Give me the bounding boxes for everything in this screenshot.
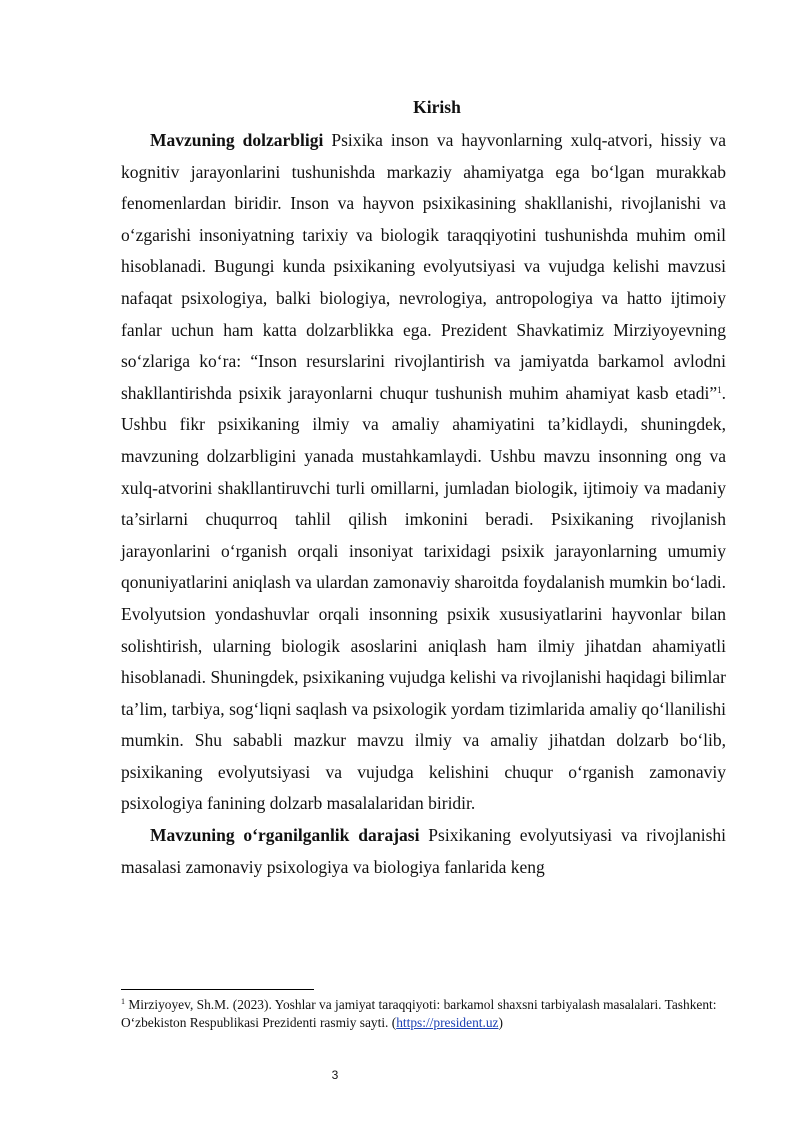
page-number: 3 <box>331 1068 339 1082</box>
footnote-link[interactable]: https://president.uz <box>396 1015 499 1030</box>
paragraph-text: . Ushbu fikr psixikaning ilmiy va amaliy ahamiyatini ta’kidlaydi, shuningdek, mavzuning dolzarbligini yanada mustahkamlaydi. Ushbu mavzu insonning ong va xulq-atvorini shakllantiruvchi turli omillarni, jumladan biologik, ijtimoiy va madaniy ta’sirlarni chuqurroq tahlil qilish imkonini beradi. Psixikaning rivojlanish jarayonlarini o‘rganish orqali insoniyat tarixidagi psixik jarayonlarning umumiy qonuniyatlarini aniqlash va ulardan zamonaviy sharoitda foydalanish mumkin bo‘ladi. Evolyutsion yondashuvlar orqali insonning psixik xususiyatlarini hayvonlar bilan solishtirish, ularning biologik asoslarini aniqlash ham ilmiy jihatdan ahamiyatli hisoblanadi. Shuningdek, psixikaning vujudga kelishi va rivojlanishi haqidagi bilimlar ta’lim, tarbiya, sog‘liqni saqlash va psixologik yordam tizimlarida amaliy qo‘llanilishi mumkin. Shu sababli mazkur mavzu ilmiy va amaliy jihatdan dolzarb bo‘lib, psixikaning evolyutsiyasi va vujudga kelishini chuqur o‘rganish zamonaviy psixologiya fanining dolzarb masalalaridan biridir. <box>121 382 726 814</box>
footnote-reference[interactable]: 1 <box>717 384 722 395</box>
footnote-mark: 1 <box>121 997 125 1006</box>
section-heading: Kirish <box>413 97 461 117</box>
footnote <box>121 996 726 1032</box>
paragraph-text: Psixikaning evolyutsiyasi va rivojlanishi masalasi zamonaviy psixologiya va biologiya fanlarida keng <box>121 825 726 877</box>
body-text <box>121 125 726 883</box>
paragraph-lead-relevance: Mavzuning dolzarbligi <box>150 130 324 150</box>
footnote-text: Mirziyoyev, Sh.M. (2023). Yoshlar va jamiyat taraqqiyoti: barkamol shaxsni tarbiyalash masalalari. Tashkent: O‘zbekiston Respublikasi Prezidenti rasmiy sayti. ( <box>121 997 717 1030</box>
footnote-text-end: ) <box>498 1015 503 1030</box>
paragraph-study-level <box>121 820 726 883</box>
paragraph-lead-study-level: Mavzuning o‘rganilganlik darajasi <box>150 825 420 846</box>
paragraph-text: Psixika inson va hayvonlarning xulq-atvori, hissiy va kognitiv jarayonlarini tushunishda markaziy ahamiyatga ega bo‘lgan murakkab fenomenlardan biridir. Inson va hayvon psixikasining shakllanishi, rivojlanishi va o‘zgarishi insoniyatning tarixiy va biologik taraqqiyotini tushunishda muhim omil hisoblanadi. Bugungi kunda psixikaning evolyutsiyasi va vujudga kelishi mavzusi nafaqat psixologiya, balki biologiya, nevrologiya, antropologiya va hatto ijtimoiy fanlar uchun ham katta dolzarblikka ega. Prezident Shavkatimiz Mirziyoyevning so‘zlariga ko‘ra: “Inson resurslarini rivojlantirish va jamiyatda barkamol avlodni shakllantirishda psixik jarayonlarni chuqur tushunish muhim ahamiyat kasb etadi” <box>121 130 726 403</box>
paragraph-relevance <box>121 125 726 820</box>
footnote-separator <box>121 989 314 990</box>
